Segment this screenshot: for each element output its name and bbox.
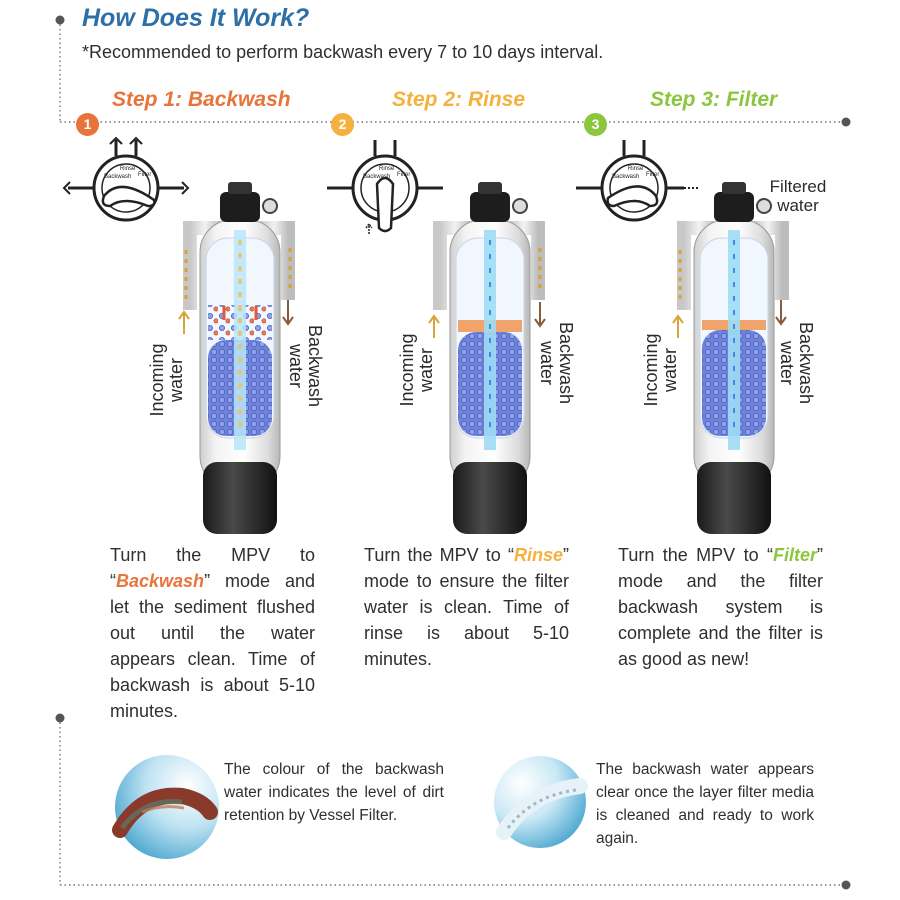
step-3-backwash-label: Backwash water (777, 321, 816, 405)
step-3-incoming-arrow (672, 314, 684, 338)
step-1-number: 1 (76, 113, 99, 136)
step-1-title: Step 1: Backwash (112, 88, 291, 111)
step-1-backwash-label: Backwash water (286, 324, 325, 408)
step-3-description: Turn the MPV to “Filter” mode and the filter backwash system is complete and the filter is as good as new! (618, 545, 823, 669)
step-2-description: Turn the MPV to “Rinse” mode to ensure the filter water is clean. Time of rinse is about 5-10 minutes. (364, 545, 569, 669)
page-title: How Does It Work? (82, 4, 310, 32)
dirty-water-photo (112, 752, 222, 862)
step-2-incoming-arrow (428, 314, 440, 338)
step-3-number: 3 (584, 113, 607, 136)
valve-label-filter: Filter (138, 172, 152, 178)
filtered-water-label: Filtered water (769, 177, 827, 215)
step-1-description: Turn the MPV to “Backwash” mode and let the sediment flushed out until the water appears clean. Time of backwash is about 5-10 minutes. (110, 545, 315, 721)
step-2-title: Step 2: Rinse (392, 88, 526, 111)
step-1-backwash-arrow (282, 300, 294, 326)
svg-text:Rinse: Rinse (379, 166, 395, 172)
guide-dot-top-left (56, 16, 65, 25)
step-2-number: 2 (331, 113, 354, 136)
recommendation-note: *Recommended to perform backwash every 7 to 10 days interval. (82, 42, 604, 62)
step-2-incoming-label: Incoming water (397, 333, 436, 407)
step-1-incoming-arrow (178, 310, 190, 334)
step-1-incoming-label: Incoming water (147, 343, 186, 417)
svg-text:Backwash: Backwash (612, 174, 640, 180)
callout-dirty-water-text: The colour of the backwash water indicates the level of dirt retention by Vessel Filter. (224, 761, 444, 824)
step-2-backwash-arrow (534, 302, 546, 328)
guide-dot-bottom-left (56, 714, 65, 723)
valve-label-rinse: Rinse (120, 166, 136, 172)
valve-label-backwash: Backwash (104, 174, 132, 180)
svg-text:Rinse: Rinse (628, 166, 644, 172)
filter-tank-filter (664, 180, 844, 530)
svg-text:Backwash: Backwash (363, 174, 391, 180)
step-2-backwash-label: Backwash water (537, 321, 576, 405)
guide-dot-bottom-right (842, 881, 851, 890)
clear-water-photo (490, 752, 590, 852)
guide-dot-top-right (842, 118, 851, 127)
svg-text:Filter: Filter (646, 172, 660, 178)
step-3-title: Step 3: Filter (650, 88, 778, 111)
step-3-backwash-arrow (775, 300, 787, 326)
step-3-incoming-label: Incoming water (641, 333, 680, 407)
svg-text:Filter: Filter (397, 172, 411, 178)
callout-clear-water-text: The backwash water appears clear once the layer filter media is cleaned and ready to work again. (596, 761, 814, 847)
